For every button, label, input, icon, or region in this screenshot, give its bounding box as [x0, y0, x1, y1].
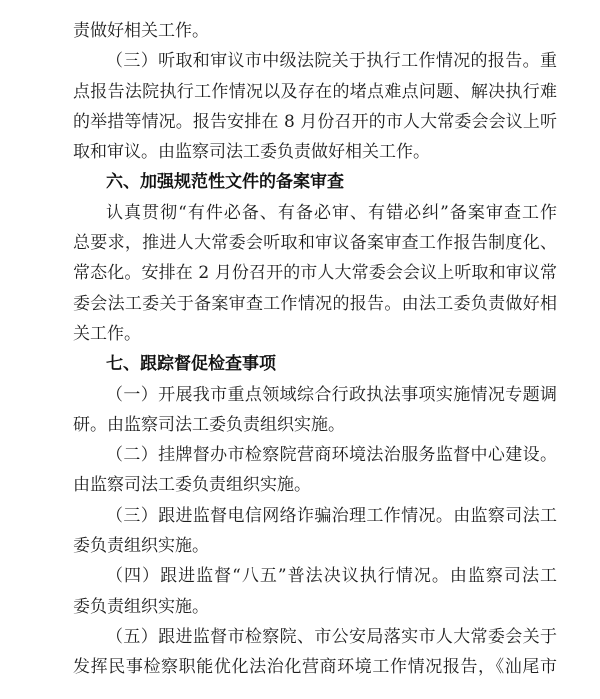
- text-line: 研。由监察司法工委负责组织实施。: [73, 414, 345, 435]
- text-line: 点报告法院执行工作情况以及存在的堵点难点问题、解决执行难: [73, 81, 557, 102]
- text-line: （四）跟进监督“八五”普法决议执行情况。由监察司法工: [106, 566, 557, 587]
- text-line: 发挥民事检察职能优化法治化营商环境工作情况报告，《汕尾市: [73, 657, 557, 678]
- section-heading: 六、加强规范性文件的备案审查: [106, 172, 344, 193]
- text-line: （一）开展我市重点领域综合行政执法事项实施情况专题调: [106, 384, 557, 405]
- text-line: 的举措等情况。报告安排在 8 月份召开的市人大常委会会议上听: [73, 111, 557, 132]
- section-heading: 七、跟踪督促检查事项: [106, 354, 276, 375]
- text-line: 总要求，推进人大常委会听取和审议备案审查工作报告制度化、: [73, 233, 557, 254]
- text-line: 委负责组织实施。: [73, 596, 209, 617]
- text-line: （五）跟进监督市检察院、市公安局落实市人大常委会关于: [106, 626, 557, 647]
- document-body: [73, 16, 557, 683]
- text-line: 认真贯彻“有件必备、有备必审、有错必纠”备案审查工作: [106, 202, 557, 223]
- text-line: 委负责组织实施。: [73, 536, 209, 557]
- text-line: 常态化。安排在 2 月份召开的市人大常委会会议上听取和审议常: [73, 263, 557, 284]
- text-line: 由监察司法工委负责组织实施。: [73, 475, 311, 496]
- text-line: 取和审议。由监察司法工委负责做好相关工作。: [73, 142, 430, 163]
- text-line: （三）听取和审议市中级法院关于执行工作情况的报告。重: [106, 51, 557, 72]
- text-line: 关工作。: [73, 323, 141, 344]
- text-line: 委会法工委关于备案审查工作情况的报告。由法工委负责做好相: [73, 293, 557, 314]
- text-line: （二）挂牌督办市检察院营商环境法治服务监督中心建设。: [106, 445, 557, 466]
- text-line: （三）跟进监督电信网络诈骗治理工作情况。由监察司法工: [106, 505, 557, 526]
- text-line: 责做好相关工作。: [73, 21, 209, 41]
